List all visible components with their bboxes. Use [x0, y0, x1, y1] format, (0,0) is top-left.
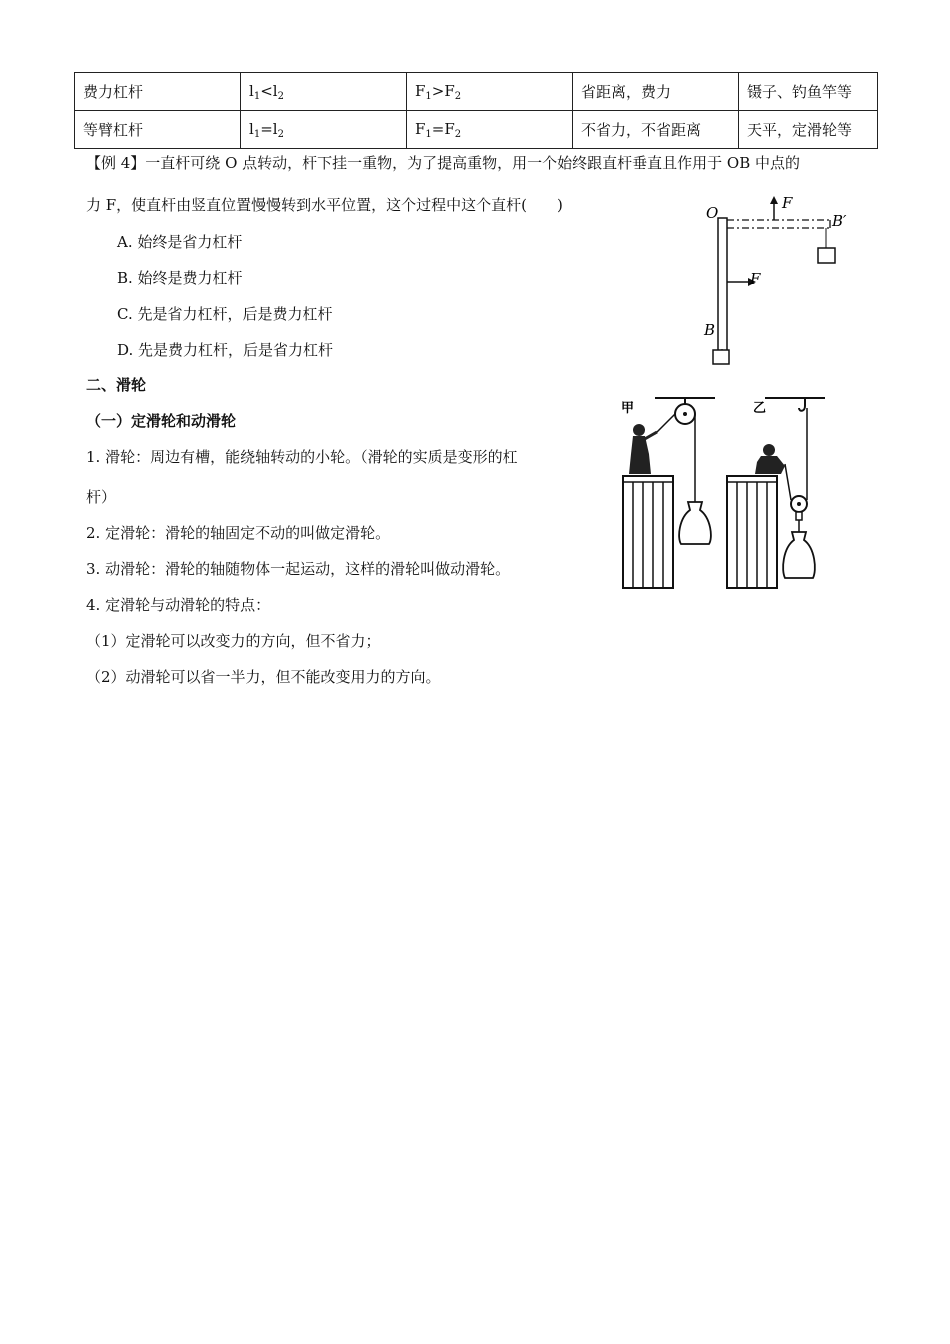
- arm-a: l: [249, 81, 254, 100]
- table-cell: [241, 73, 407, 111]
- lever-type: 等臂杠杆: [83, 121, 144, 139]
- force-up-arrowhead: [770, 196, 778, 204]
- lever-table: [74, 72, 878, 149]
- arm-a-sub: 1: [253, 128, 261, 140]
- force-a-sub: 1: [425, 128, 432, 140]
- table-cell: [739, 111, 878, 149]
- item-4: 4. 定滑轮与动滑轮的特点：: [86, 596, 271, 614]
- force-op: >: [431, 81, 445, 100]
- force-b-sub: 2: [454, 90, 462, 102]
- table-cell: [75, 111, 241, 149]
- table-cell: [407, 111, 573, 149]
- label-b-prime: B′: [832, 212, 847, 230]
- label-o: O: [706, 204, 719, 222]
- fixed-pulley-axle: [683, 412, 687, 416]
- example4-stem-line1: 【例 4】一直杆可绕 O 点转动，杆下挂一重物，为了提高重物，用一个始终跟直杆垂直且作用于 OB 中点的: [86, 154, 801, 172]
- right-platform: [727, 476, 777, 588]
- movable-pulley-hook: [796, 512, 802, 520]
- item-2: 2. 定滑轮：滑轮的轴固定不动的叫做定滑轮。: [86, 524, 391, 542]
- section-subheading: （一）定滑轮和动滑轮: [86, 412, 237, 430]
- left-person-body: [629, 436, 651, 474]
- item-1: 1. 滑轮：周边有槽，能绕轴转动的小轮。（滑轮的实质是变形的杠: [86, 448, 518, 466]
- label-f-top: F: [782, 194, 793, 212]
- option-c: C. 先是省力杠杆，后是费力杠杆: [117, 305, 333, 323]
- left-person-arm: [643, 432, 657, 440]
- right-person-body: [755, 456, 785, 474]
- lever-feature: 不省力，不省距离: [581, 121, 702, 139]
- force-relation: [415, 120, 461, 138]
- arm-b: l: [272, 119, 278, 138]
- right-ceiling-hook: [799, 398, 805, 411]
- table-cell: [573, 111, 739, 149]
- table-cell: [739, 73, 878, 111]
- right-person-head: [763, 444, 775, 456]
- force-op: =: [431, 119, 445, 138]
- item-4-1: （1）定滑轮可以改变力的方向，但不省力；: [86, 632, 381, 650]
- table-cell: [241, 111, 407, 149]
- force-a-sub: 1: [425, 90, 432, 102]
- option-b: B. 始终是费力杠杆: [117, 269, 243, 287]
- movable-pulley-axle: [797, 502, 801, 506]
- arm-b-sub: 2: [277, 128, 284, 140]
- option-d: D. 先是费力杠杆，后是省力杠杆: [117, 341, 334, 359]
- arm-relation: [249, 82, 284, 100]
- arm-op: =: [260, 119, 273, 138]
- label-yi: 乙: [753, 401, 767, 416]
- arm-b: l: [272, 81, 278, 100]
- left-rope-pull: [655, 414, 675, 434]
- force-relation: [415, 82, 461, 100]
- label-f-mid: F: [750, 270, 761, 288]
- left-person-head: [633, 424, 645, 436]
- item-3: 3. 动滑轮：滑轮的轴随物体一起运动，这样的滑轮叫做动滑轮。: [86, 560, 511, 578]
- force-a: F: [415, 81, 426, 100]
- force-b: F: [444, 81, 455, 100]
- lever-examples: 天平，定滑轮等: [747, 121, 853, 139]
- item-4-2: （2）动滑轮可以省一半力，但不能改变用力的方向。: [86, 668, 441, 686]
- right-sack: [783, 532, 815, 578]
- example4-stem-line2: 力 F，使直杆由竖直位置慢慢转到水平位置，这个过程中这个直杆( ): [86, 196, 563, 214]
- label-jia: 甲: [621, 401, 635, 416]
- table-cell: [407, 73, 573, 111]
- item-1-continued: 杆）: [86, 488, 117, 506]
- lever-table-row: [75, 111, 878, 149]
- right-rope-pull: [785, 464, 791, 500]
- lever-feature: 省距离，费力: [581, 83, 672, 101]
- table-cell: [75, 73, 241, 111]
- arm-op: <: [260, 81, 273, 100]
- arm-a: l: [249, 119, 254, 138]
- lever-diagram: [690, 190, 860, 370]
- section-heading: 二、滑轮: [86, 376, 147, 394]
- left-platform: [623, 476, 673, 588]
- option-a: A. 始终是省力杠杆: [117, 233, 243, 251]
- force-b: F: [444, 119, 455, 138]
- lever-type: 费力杠杆: [83, 83, 144, 101]
- force-b-sub: 2: [454, 128, 462, 140]
- lever-examples: 镊子、钓鱼竿等: [747, 83, 853, 101]
- arm-relation: [249, 120, 284, 138]
- table-cell: [573, 73, 739, 111]
- arm-a-sub: 1: [253, 90, 261, 102]
- lever-table-body: [75, 73, 878, 149]
- label-b: B: [704, 321, 716, 339]
- right-weight: [818, 248, 835, 263]
- bottom-weight: [713, 350, 729, 364]
- pulley-diagram: [615, 390, 845, 600]
- left-sack: [679, 502, 711, 544]
- arm-b-sub: 2: [277, 90, 284, 102]
- force-a: F: [415, 119, 426, 138]
- lever-table-row: [75, 73, 878, 111]
- vertical-rod: [718, 218, 727, 353]
